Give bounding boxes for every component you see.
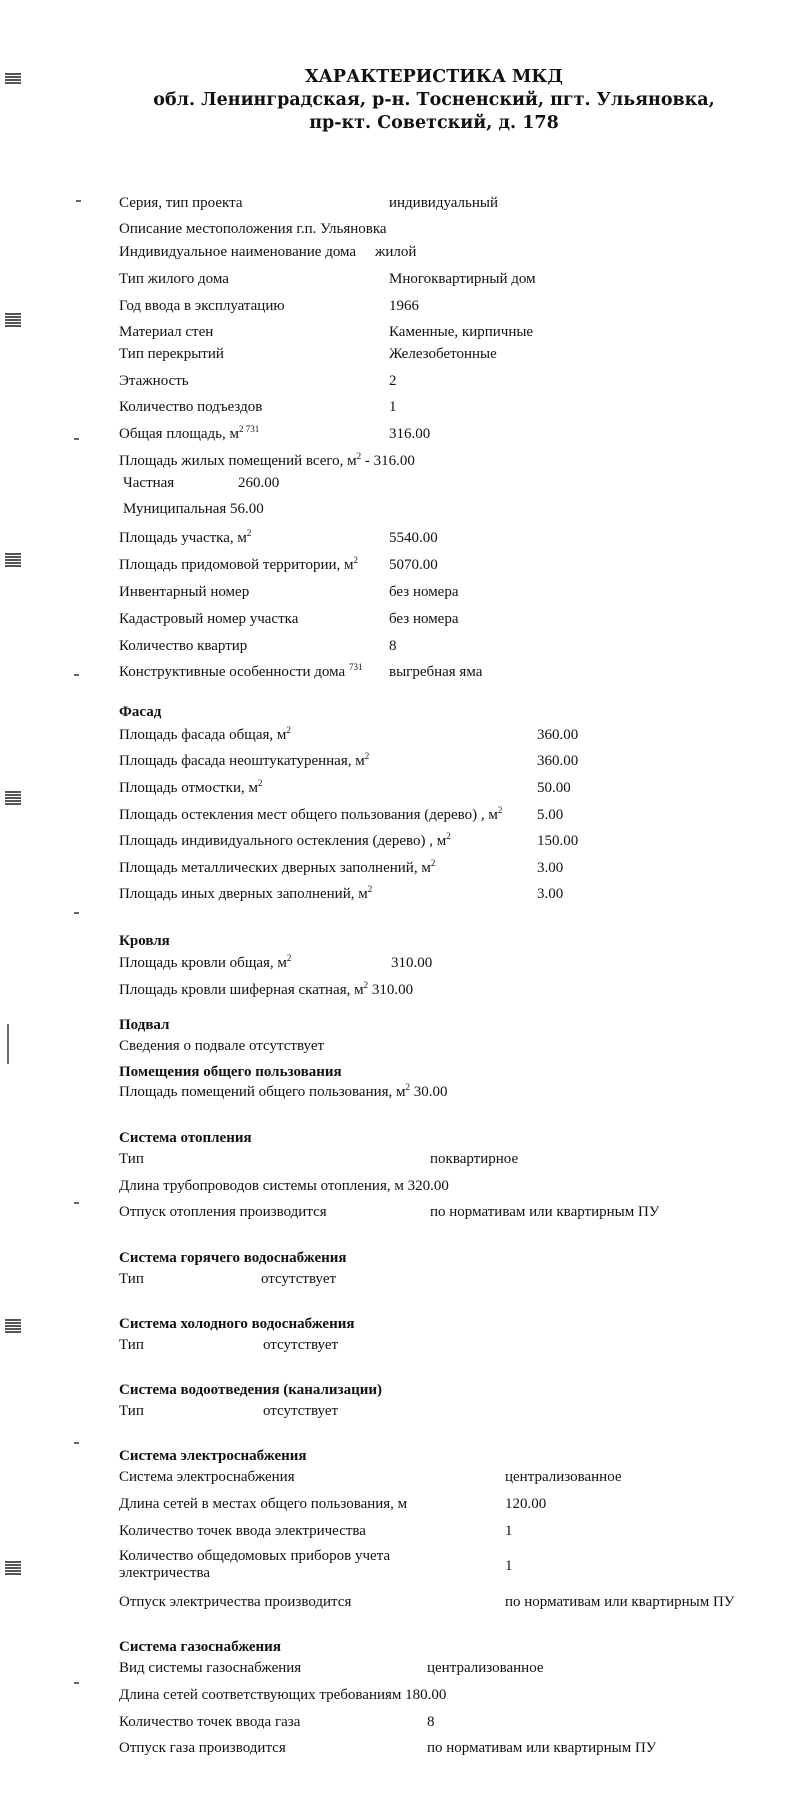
yard-area-label: Площадь придомовой территории, $м^2$ (119, 555, 359, 573)
facade-row-label: Площадь фасада неоштукатуренная, $м^2$ (119, 751, 370, 769)
apartments-value: 8 (389, 638, 397, 654)
walls-label: Материал стен (119, 324, 214, 340)
cadastral-label: Кадастровый номер участка (119, 611, 299, 627)
common-heading: Помещения общего пользования (119, 1064, 342, 1080)
cold-water-type-value: отсутствует (263, 1337, 339, 1353)
electricity-system-value: централизованное (505, 1469, 622, 1485)
cadastral-value: без номера (389, 611, 459, 627)
facade-row-value: 50.00 (537, 780, 571, 796)
scan-mark (7, 1024, 9, 1064)
scan-mark (5, 1560, 21, 1576)
electricity-meters-label: Количество общедомовых приборов учета электричества (119, 1548, 391, 1581)
title-line-1: ХАРАКТЕРИСТИКА МКД (305, 67, 563, 87)
facade-row-label: Площадь фасада общая, $м^2$ (119, 725, 291, 743)
house-type-label: Тип жилого дома (119, 271, 229, 287)
private-value: 260.00 (238, 475, 280, 491)
electricity-system-label: Система электроснабжения (119, 1469, 295, 1485)
gas-length-row: Длина сетей соответствующих требованиям 180.00 (119, 1687, 447, 1703)
yard-area-value: 5070.00 (389, 557, 438, 573)
electricity-length-label: Длина сетей в местах общего пользования, м (119, 1496, 408, 1512)
scan-dot (74, 1442, 79, 1444)
features-value: выгребная яма (389, 664, 483, 680)
apartments-label: Количество квартир (119, 638, 248, 654)
basement-text: Сведения о подвале отсутствует (119, 1038, 325, 1054)
document-title (0, 66, 800, 135)
floors-type-label: Тип перекрытий (119, 346, 224, 362)
facade-row-value: 150.00 (537, 833, 579, 849)
walls-value: Каменные, кирпичные (389, 324, 534, 340)
gas-supply-label: Отпуск газа производится (119, 1740, 286, 1756)
title-line-2: обл. Ленинградская, р-н. Тосненский, пгт. Ульяновка, (153, 90, 715, 110)
roof-row-value: 310.00 (391, 955, 433, 971)
series-value: индивидуальный (389, 195, 499, 211)
scan-dot (74, 1202, 79, 1204)
series-label: Серия, тип проекта (119, 195, 243, 211)
floors-type-value: Железобетонные (389, 346, 497, 362)
facade-row-value: 360.00 (537, 753, 579, 769)
common-area-row: Площадь помещений общего пользования, $м^2$ 30.00 (119, 1082, 448, 1100)
heating-pipes-row: Длина трубопроводов системы отопления, м 320.00 (119, 1178, 449, 1194)
scan-mark (5, 1318, 21, 1334)
living-area-row: Площадь жилых помещений всего, $м^2 - 316.00$ (119, 451, 415, 469)
house-type-value: Многоквартирный дом (389, 271, 536, 287)
gas-inputs-value: 8 (427, 1714, 435, 1730)
sewage-type-value: отсутствует (263, 1403, 339, 1419)
heating-type-value: поквартирное (430, 1151, 519, 1167)
facade-heading: Фасад (119, 704, 162, 720)
gas-type-value: централизованное (427, 1660, 544, 1676)
facade-row-label: Площадь иных дверных заполнений, $м^2$ (119, 884, 373, 902)
electricity-length-value: 120.00 (505, 1496, 547, 1512)
roof-heading: Кровля (119, 933, 170, 949)
inventory-label: Инвентарный номер (119, 584, 250, 600)
cold-water-heading: Система холодного водоснабжения (119, 1316, 355, 1332)
scan-dot (74, 1682, 79, 1684)
gas-inputs-label: Количество точек ввода газа (119, 1714, 301, 1730)
scan-mark (5, 312, 21, 328)
hot-water-heading: Система горячего водоснабжения (119, 1250, 347, 1266)
roof-row-label: Площадь кровли общая, $м^2$ (119, 953, 292, 971)
hot-water-type-value: отсутствует (261, 1271, 337, 1287)
municipal-row: Муниципальная 56.00 (123, 501, 264, 517)
facade-row-label: Площадь отмостки, $м^2$ (119, 778, 263, 796)
storeys-value: 2 (389, 373, 397, 389)
roof-row-2: Площадь кровли шиферная скатная, $м^2$ 310.00 (119, 980, 414, 998)
basement-heading: Подвал (119, 1017, 170, 1033)
private-label: Частная (123, 475, 175, 491)
year-label: Год ввода в эксплуатацию (119, 298, 285, 314)
total-area-value: 316.00 (389, 426, 431, 442)
gas-supply-value: по нормативам или квартирным ПУ (427, 1740, 657, 1756)
gas-type-label: Вид системы газоснабжения (119, 1660, 302, 1676)
gas-heading: Система газоснабжения (119, 1639, 281, 1655)
plot-area-value: 5540.00 (389, 530, 438, 546)
facade-row-value: 5.00 (537, 807, 564, 823)
electricity-inputs-label: Количество точек ввода электричества (119, 1523, 366, 1539)
entrances-label: Количество подъездов (119, 399, 263, 415)
scan-dot (74, 674, 79, 676)
facade-row-value: 360.00 (537, 727, 579, 743)
electricity-inputs-value: 1 (505, 1523, 513, 1539)
heating-type-label: Тип (119, 1151, 144, 1167)
year-value: 1966 (389, 298, 419, 314)
inventory-value: без номера (389, 584, 459, 600)
entrances-value: 1 (389, 399, 397, 415)
scan-dot (74, 912, 79, 914)
scan-mark (5, 790, 21, 806)
features-label: Конструктивные особенности дома $^{731}$ (119, 662, 363, 680)
sewage-type-label: Тип (119, 1403, 144, 1419)
facade-row-label: Площадь металлических дверных заполнений, $м^2$ (119, 858, 436, 876)
cold-water-type-label: Тип (119, 1337, 144, 1353)
name-value: жилой (375, 244, 417, 260)
title-line-3: пр-кт. Советский, д. 178 (309, 113, 559, 133)
electricity-supply-label: Отпуск электричества производится (119, 1594, 352, 1610)
heating-supply-value: по нормативам или квартирным ПУ (430, 1204, 660, 1220)
total-area-label: Общая площадь, $м^{2 731}$ (119, 424, 260, 442)
location-label: Описание местоположения г.п. Ульяновка (119, 221, 387, 237)
plot-area-label: Площадь участка, $м^2$ (119, 528, 252, 546)
facade-row-value: 3.00 (537, 886, 564, 902)
hot-water-type-label: Тип (119, 1271, 144, 1287)
facade-row-label: Площадь остекления мест общего пользования (дерево) , $м^2$ (119, 805, 503, 823)
electricity-heading: Система электроснабжения (119, 1448, 307, 1464)
facade-row-value: 3.00 (537, 860, 564, 876)
scan-mark (5, 552, 21, 568)
heating-supply-label: Отпуск отопления производится (119, 1204, 327, 1220)
facade-row-label: Площадь индивидуального остекления (дерево) , $м^2$ (119, 831, 451, 849)
name-label: Индивидуальное наименование дома (119, 244, 357, 260)
sewage-heading: Система водоотведения (канализации) (119, 1382, 382, 1398)
scan-dot (74, 438, 79, 440)
electricity-meters-value: 1 (505, 1558, 513, 1574)
storeys-label: Этажность (119, 373, 189, 389)
electricity-supply-value: по нормативам или квартирным ПУ (505, 1594, 735, 1610)
scan-dot (76, 200, 81, 202)
heating-heading: Система отопления (119, 1130, 252, 1146)
